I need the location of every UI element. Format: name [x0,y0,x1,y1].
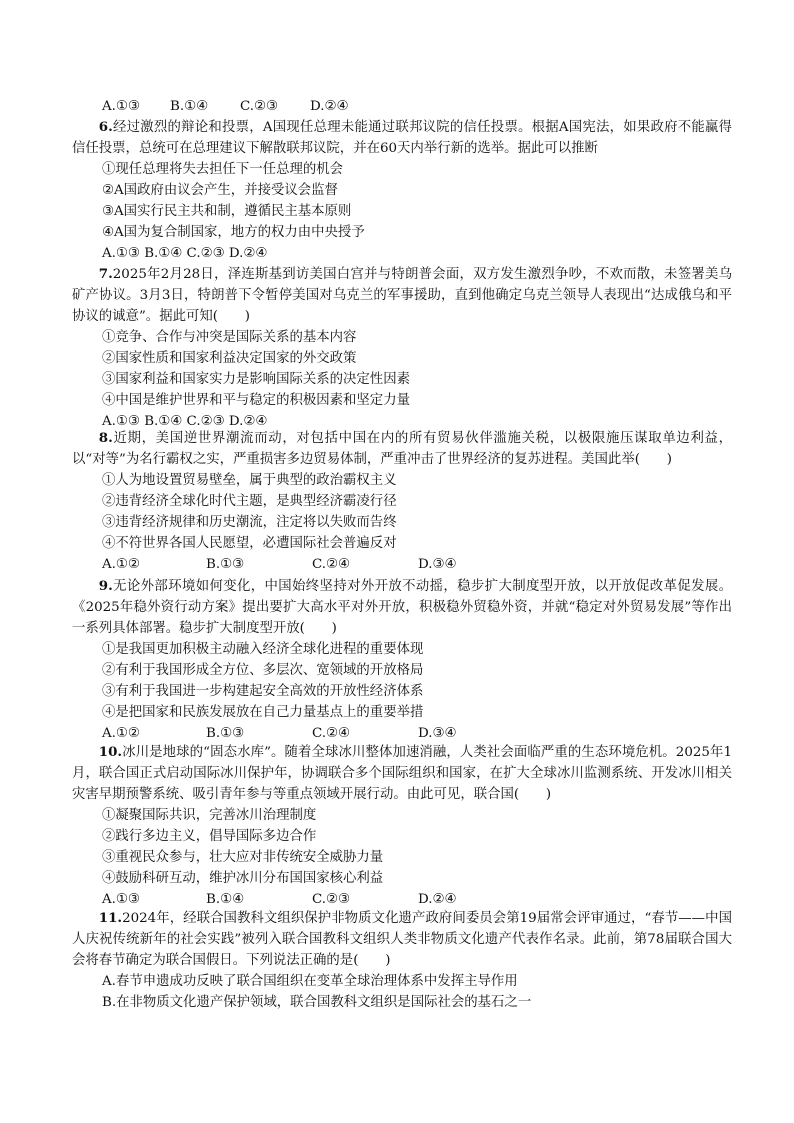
option-b: B.①④ [206,892,245,907]
option-a: A.①③ [102,99,140,114]
choice-item: ③国家利益和国家实力是影响国际关系的决定性因素 [102,372,410,387]
option-a: A.①② [102,557,140,572]
stem-text: 2025年2月28日，泽连斯基到访美国白宫并与特朗普会面，双方发生激烈争吵，不欢而散，未签署美乌矿产协议。3月3日，特朗普下令暂停美国对乌克兰的军事援助，直到他确定乌克兰领导人表现出“达成俄乌和平协议的诚意”。据此可知( ) [72,267,732,324]
choice-item: ④不符世界各国人民愿望，必遭国际社会普遍反对 [102,536,397,551]
choice-item: ①竞争、合作与冲突是国际关系的基本内容 [102,330,357,345]
choice-item: ①人为地设置贸易壁垒，属于典型的政治霸权主义 [102,473,397,488]
option-a: A.①③ [102,892,140,907]
question-6 [72,117,732,264]
option-c: C.②③ [240,99,279,114]
question-stem [72,428,732,470]
stem-text: 经过激烈的辩论和投票，A国现任总理未能通过联邦议院的信任投票。根据A国宪法，如果政府不能赢得信任投票，总统可在总理建议下解散联邦议院，并在60天内举行新的选举。据此可以推断 [72,120,732,156]
option-d: D.③④ [418,726,457,741]
stem-text: 近期，美国逆世界潮流而动，对包括中国在内的所有贸易伙伴滥施关税，以极限施压谋取单边利益，以“对等”为名行霸权之实，严重损害多边贸易体制，严重冲击了世界经济的复苏进程。美国此举( ) [72,431,732,467]
choice-item: ④是把国家和民族发展放在自己力量基点上的重要举措 [102,705,424,720]
choice-item: ②违背经济全球化时代主题，是典型经济霸凌行径 [102,494,397,509]
stem-text: 2024年，经联合国教科文组织保护非物质文化遗产政府间委员会第19届常会评审通过，“春节——中国人庆祝传统新年的社会实践”被列入联合国教科文组织人类非物质文化遗产代表作名录。此前，第78届联合国大会将春节确定为联合国假日。下列说法正确的是( ) [72,911,732,968]
choice-item: ②有利于我国形成全方位、多层次、宽领域的开放格局 [102,663,424,678]
question-stem [72,264,732,327]
question-number: 9. [98,578,113,594]
option-d: D.③④ [418,557,457,572]
question-stem [72,742,732,805]
option-a: A.①② [102,726,140,741]
answer-options [72,554,732,575]
choice-item: ②践行多边主义，倡导国际多边合作 [102,829,317,844]
question-number: 10. [98,744,123,760]
answer-options: A.①③ B.①④ C.②③ D.②④ [102,414,268,429]
question-11 [72,908,732,1013]
choice-item: ③有利于我国进一步构建起安全高效的开放性经济体系 [102,684,424,699]
choice-item: ③违背经济规律和历史潮流，注定将以失败而告终 [102,515,397,530]
choice-item: ②国家性质和国家利益决定国家的外交政策 [102,351,357,366]
question-number: 11. [98,910,123,926]
stem-text: 冰川是地球的“固态水库”。随着全球冰川整体加速消融，人类社会面临严重的生态环境危机。2025年1月，联合国正式启动国际冰川保护年，协调联合多个国际组织和国家，在扩大全球冰川监测系统、开发冰川相关灾害早期预警系统、吸引青年参与等重点领域开展行动。由此可见，联合国( ) [72,745,732,802]
choice-item: ②A国政府由议会产生，并接受议会监督 [102,183,338,198]
question-number: 8. [98,430,113,446]
choice-item: ①凝聚国际共识，完善冰川治理制度 [102,808,317,823]
choice-item: ①现任总理将失去担任下一任总理的机会 [102,162,344,177]
option-d: D.②④ [418,892,457,907]
choice-item: ④中国是维护世界和平与稳定的积极因素和坚定力量 [102,393,410,408]
question-number: 7. [98,266,113,282]
question-stem [72,117,732,159]
choice-item: ④鼓励科研互动，维护冰川分布国国家核心利益 [102,871,384,886]
answer-options [72,723,732,744]
answer-options [72,889,732,910]
option-c: C.②③ [312,892,351,907]
question-8 [72,428,732,575]
stem-text: 无论外部环境如何变化，中国始终坚持对外开放不动摇，稳步扩大制度型开放，以开放促改革促发展。《2025年稳外资行动方案》提出要扩大高水平对外开放，积极稳外贸稳外资，并就“稳定对外贸易发展”等作出一系列具体部署。稳步扩大制度型开放( ) [72,579,732,636]
answer-options: A.①③ B.①④ C.②③ D.②④ [102,246,268,261]
option-b: B.①③ [206,726,245,741]
question-stem [72,576,732,639]
question-number: 6. [98,119,113,135]
option-d: D.②④ [310,99,349,114]
option-c: C.②④ [312,557,351,572]
choice-item: A.春节申遗成功反映了联合国组织在变革全球治理体系中发挥主导作用 [102,974,518,989]
choice-item: ④A国为复合制国家，地方的权力由中央授予 [102,225,365,240]
choice-item: ①是我国更加积极主动融入经济全球化进程的重要体现 [102,642,424,657]
choice-item: ③A国实行民主共和制，遵循民主基本原则 [102,204,352,219]
question-9 [72,576,732,744]
option-b: B.①④ [170,99,209,114]
question-10 [72,742,732,910]
top-options [72,96,732,117]
option-c: C.②④ [312,726,351,741]
question-7 [72,264,732,432]
question-stem [72,908,732,971]
option-b: B.①③ [206,557,245,572]
choice-item: B.在非物质文化遗产保护领域，联合国教科文组织是国际社会的基石之一 [102,995,532,1010]
choice-item: ③重视民众参与，壮大应对非传统安全威胁力量 [102,850,384,865]
